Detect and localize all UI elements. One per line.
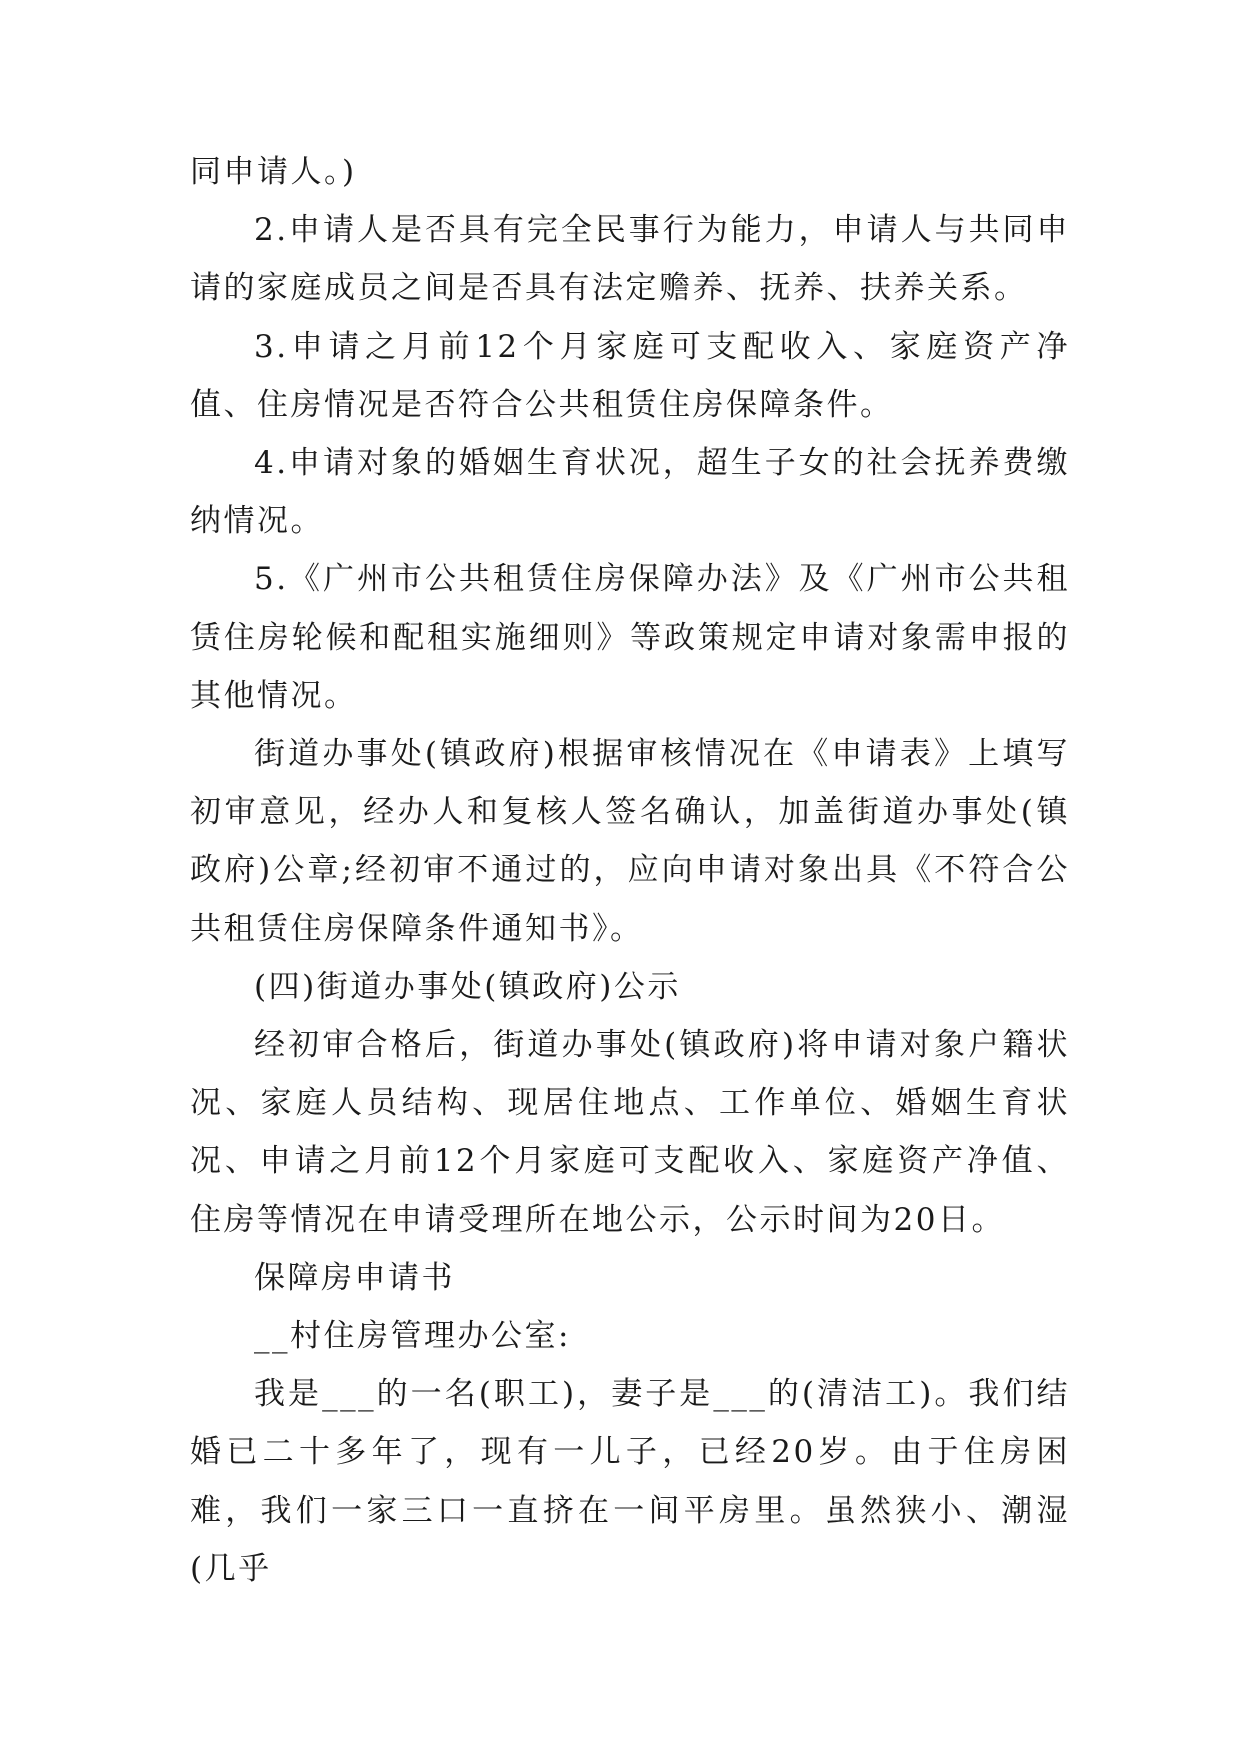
paragraph-item-3: 3.申请之月前12个月家庭可支配收入、家庭资产净值、住房情况是否符合公共租赁住房保障条件。 <box>190 328 1070 423</box>
document-page <box>190 143 1070 1598</box>
paragraph-publicity: 经初审合格后，街道办事处(镇政府)将申请对象户籍状况、家庭人员结构、现居住地点、工作单位、婚姻生育状况、申请之月前12个月家庭可支配收入、家庭资产净值、住房等情况在申请受理所在地公示，公示时间为20日。 <box>190 1027 1070 1238</box>
section-heading-publicity: (四)街道办事处(镇政府)公示 <box>254 968 681 1005</box>
paragraph-continuation: 同申请人。) <box>190 154 357 190</box>
paragraph-item-5: 5.《广州市公共租赁住房保障办法》及《广州市公共租赁住房轮候和配租实施细则》等政策规定申请对象需申报的其他情况。 <box>190 561 1070 714</box>
letter-title: 保障房申请书 <box>254 1259 455 1296</box>
paragraph-item-4: 4.申请对象的婚姻生育状况，超生子女的社会抚养费缴纳情况。 <box>190 445 1070 540</box>
paragraph-review-opinion: 街道办事处(镇政府)根据审核情况在《申请表》上填写初审意见，经办人和复核人签名确认，加盖街道办事处(镇政府)公章;经初审不通过的，应向申请对象出具《不符合公共租赁住房保障条件通知书》。 <box>190 736 1070 947</box>
letter-body: 我是___的一名(职工)，妻子是___的(清洁工)。我们结婚已二十多年了，现有一儿子，已经20岁。由于住房困难，我们一家三口一直挤在一间平房里。虽然狭小、潮湿(几乎 <box>190 1376 1070 1587</box>
letter-salutation: __村住房管理办公室: <box>254 1318 571 1355</box>
paragraph-item-2: 2.申请人是否具有完全民事行为能力，申请人与共同申请的家庭成员之间是否具有法定赡养、抚养、扶养关系。 <box>190 212 1070 307</box>
